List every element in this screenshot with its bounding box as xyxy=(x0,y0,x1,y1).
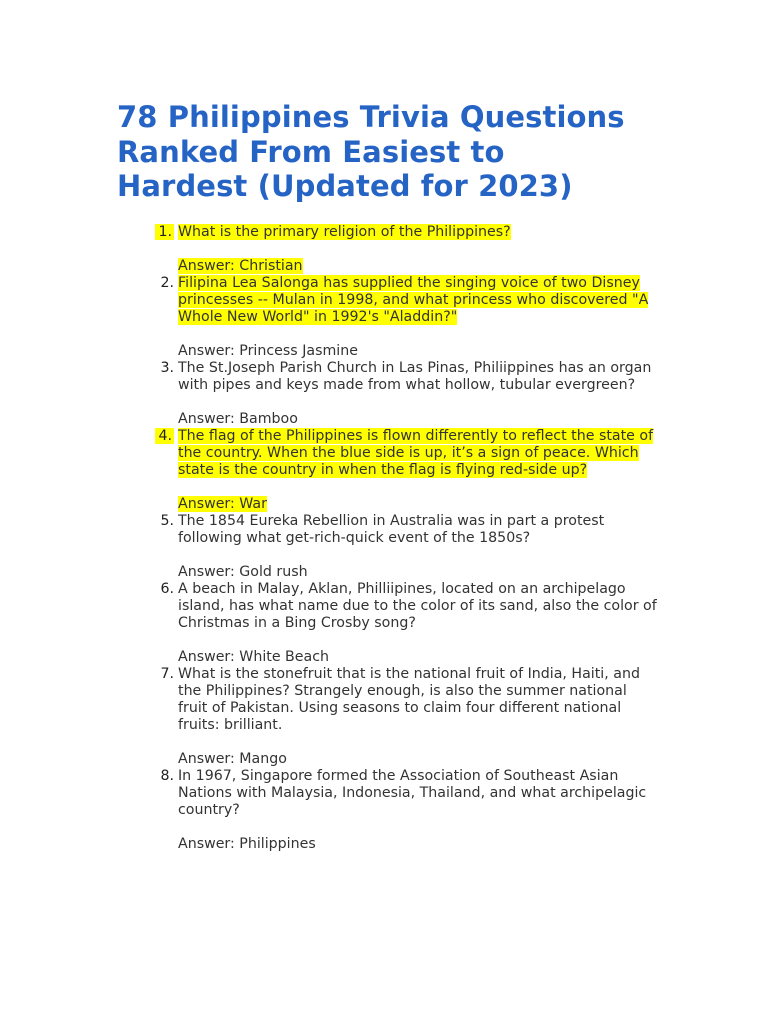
question-text: Filipina Lea Salonga has supplied the singing voice of two Disney princesses -- Mulan in 1998, and what princess who discovered "A Whole New World" in 1992's "Aladdin?" xyxy=(178,274,649,325)
item-number: 8. xyxy=(160,767,174,784)
list-item xyxy=(117,513,658,581)
answer-text: Answer: War xyxy=(178,495,267,512)
item-number: 4. xyxy=(154,428,174,445)
item-number: 2. xyxy=(160,274,174,291)
answer-text: Answer: Philippines xyxy=(178,835,316,852)
answer-text: Answer: Mango xyxy=(178,750,287,767)
document-title: 78 Philippines Trivia Questions Ranked From Easiest to Hardest (Updated for 2023) xyxy=(117,100,625,203)
answer-text: Answer: Christian xyxy=(178,257,303,274)
list-item xyxy=(117,360,658,428)
list-item xyxy=(117,275,658,360)
list-item xyxy=(117,666,658,768)
item-number: 1. xyxy=(154,224,174,241)
question-text: What is the primary religion of the Philippines? xyxy=(178,223,511,240)
item-number: 3. xyxy=(160,359,174,376)
answer-text: Answer: White Beach xyxy=(178,648,330,665)
question-text: The flag of the Philippines is flown differently to reflect the state of the country. When the blue side is up, it’s a sign of peace. Which state is the country in when the flag is flying red-side up? xyxy=(178,427,654,478)
item-number: 6. xyxy=(160,580,174,597)
question-text: A beach in Malay, Aklan, Philliipines, located on an archipelago island, has what name due to the color of its sand, also the color of Christmas in a Bing Crosby song? xyxy=(178,580,657,631)
list-item xyxy=(117,768,658,853)
answer-text: Answer: Princess Jasmine xyxy=(178,342,358,359)
answer-text: Answer: Gold rush xyxy=(178,563,308,580)
answer-text: Answer: Bamboo xyxy=(178,410,298,427)
question-text: The St.Joseph Parish Church in Las Pinas, Philiippines has an organ with pipes and keys made from what hollow, tubular evergreen? xyxy=(178,359,652,393)
list-item xyxy=(117,581,658,666)
question-text: The 1854 Eureka Rebellion in Australia was in part a protest following what get-rich-quick event of the 1850s? xyxy=(178,512,605,546)
list-item xyxy=(117,428,658,513)
item-number: 7. xyxy=(160,665,174,682)
question-text: What is the stonefruit that is the national fruit of India, Haiti, and the Philippines? Strangely enough, is also the summer national fruit of Pakistan. Using seasons to claim four different national fruits: brilliant. xyxy=(178,665,640,733)
question-list xyxy=(117,224,668,853)
item-number: 5. xyxy=(160,512,174,529)
question-text: In 1967, Singapore formed the Association of Southeast Asian Nations with Malaysia, Indonesia, Thailand, and what archipelagic country? xyxy=(178,767,647,818)
list-item xyxy=(117,224,658,275)
